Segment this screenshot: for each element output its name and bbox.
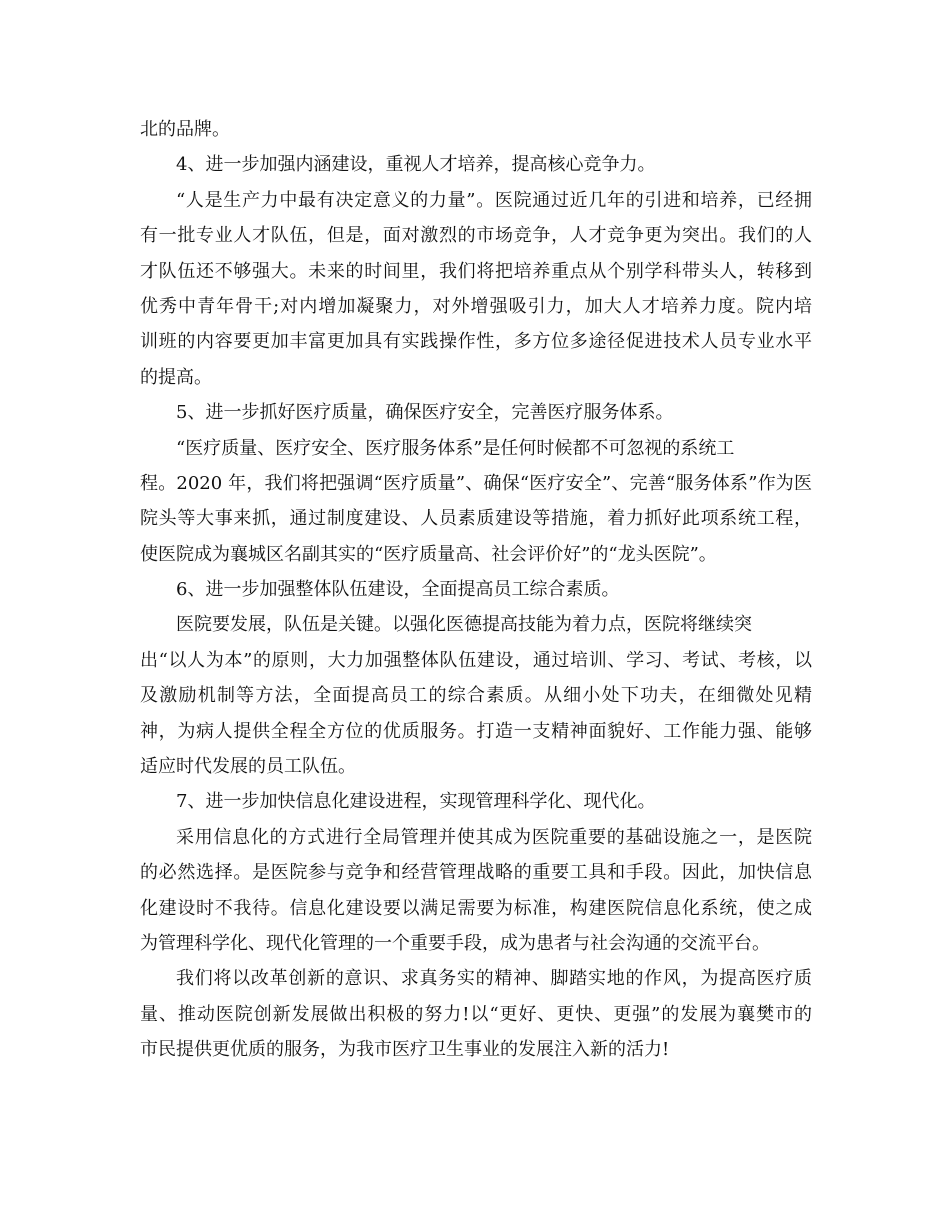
text-line: “人是生产力中最有决定意义的力量”。医院通过近几年的引进和培养，已经拥 bbox=[176, 189, 812, 211]
text-line: 医院要发展，队伍是关键。以强化医德提高技能为着力点，医院将继续突 bbox=[176, 614, 752, 636]
text-line: 才队伍还不够强大。未来的时间里，我们将把培养重点从个别学科带头人，转移到 bbox=[140, 260, 812, 282]
text-line: 使医院成为襄城区名副其实的“医疗质量高、社会评价好”的“龙头医院”。 bbox=[140, 543, 717, 565]
text-line: 4、进一步加强内涵建设，重视人才培养，提高核心竞争力。 bbox=[176, 154, 656, 176]
text-line: 程。2020 年，我们将把强调“医疗质量”、确保“医疗安全”、完善“服务体系”作为医 bbox=[140, 472, 812, 494]
text-line: 神，为病人提供全程全方位的优质服务。打造一支精神面貌好、工作能力强、能够 bbox=[140, 720, 812, 742]
text-line: 的提高。 bbox=[140, 366, 212, 388]
text-line: 适应时代发展的员工队伍。 bbox=[140, 756, 356, 778]
text-line: 出“以人为本”的原则，大力加强整体队伍建设，通过培训、学习、考试、考核，以 bbox=[140, 649, 812, 671]
text-line: 优秀中青年骨干;对内增加凝聚力，对外增强吸引力，加大人才培养力度。院内培 bbox=[140, 295, 812, 317]
text-line: “医疗质量、医疗安全、医疗服务体系”是任何时候都不可忽视的系统工 bbox=[176, 437, 735, 459]
text-line: 化建设时不我待。信息化建设要以满足需要为标准，构建医院信息化系统，使之成 bbox=[140, 897, 812, 919]
text-line: 训班的内容要更加丰富更加具有实践操作性，多方位多途径促进技术人员专业水平 bbox=[140, 331, 812, 353]
text-line: 市民提供更优质的服务，为我市医疗卫生事业的发展注入新的活力! bbox=[140, 1039, 670, 1061]
text-line: 7、进一步加快信息化建设进程，实现管理科学化、现代化。 bbox=[176, 791, 656, 813]
text-line: 有一批专业人才队伍，但是，面对激烈的市场竞争，人才竞争更为突出。我们的人 bbox=[140, 225, 812, 247]
document-body bbox=[140, 112, 812, 1068]
text-line: 5、进一步抓好医疗质量，确保医疗安全，完善医疗服务体系。 bbox=[176, 402, 674, 424]
text-line: 为管理科学化、现代化管理的一个重要手段，成为患者与社会沟通的交流平台。 bbox=[140, 932, 770, 954]
text-line: 的必然选择。是医院参与竞争和经营管理战略的重要工具和手段。因此，加快信息 bbox=[140, 862, 812, 884]
text-line: 我们将以改革创新的意识、求真务实的精神、脚踏实地的作风，为提高医疗质 bbox=[176, 968, 812, 990]
text-line: 院头等大事来抓，通过制度建设、人员素质建设等措施，着力抓好此项系统工程， bbox=[140, 508, 812, 530]
text-line: 采用信息化的方式进行全局管理并使其成为医院重要的基础设施之一，是医院 bbox=[176, 826, 812, 848]
text-line: 6、进一步加强整体队伍建设，全面提高员工综合素质。 bbox=[176, 579, 620, 601]
text-line: 量、推动医院创新发展做出积极的努力!以“更好、更快、更强”的发展为襄樊市的 bbox=[140, 1003, 812, 1025]
text-line: 及激励机制等方法，全面提高员工的综合素质。从细小处下功夫，在细微处见精 bbox=[140, 685, 812, 707]
text-line: 北的品牌。 bbox=[140, 119, 230, 140]
